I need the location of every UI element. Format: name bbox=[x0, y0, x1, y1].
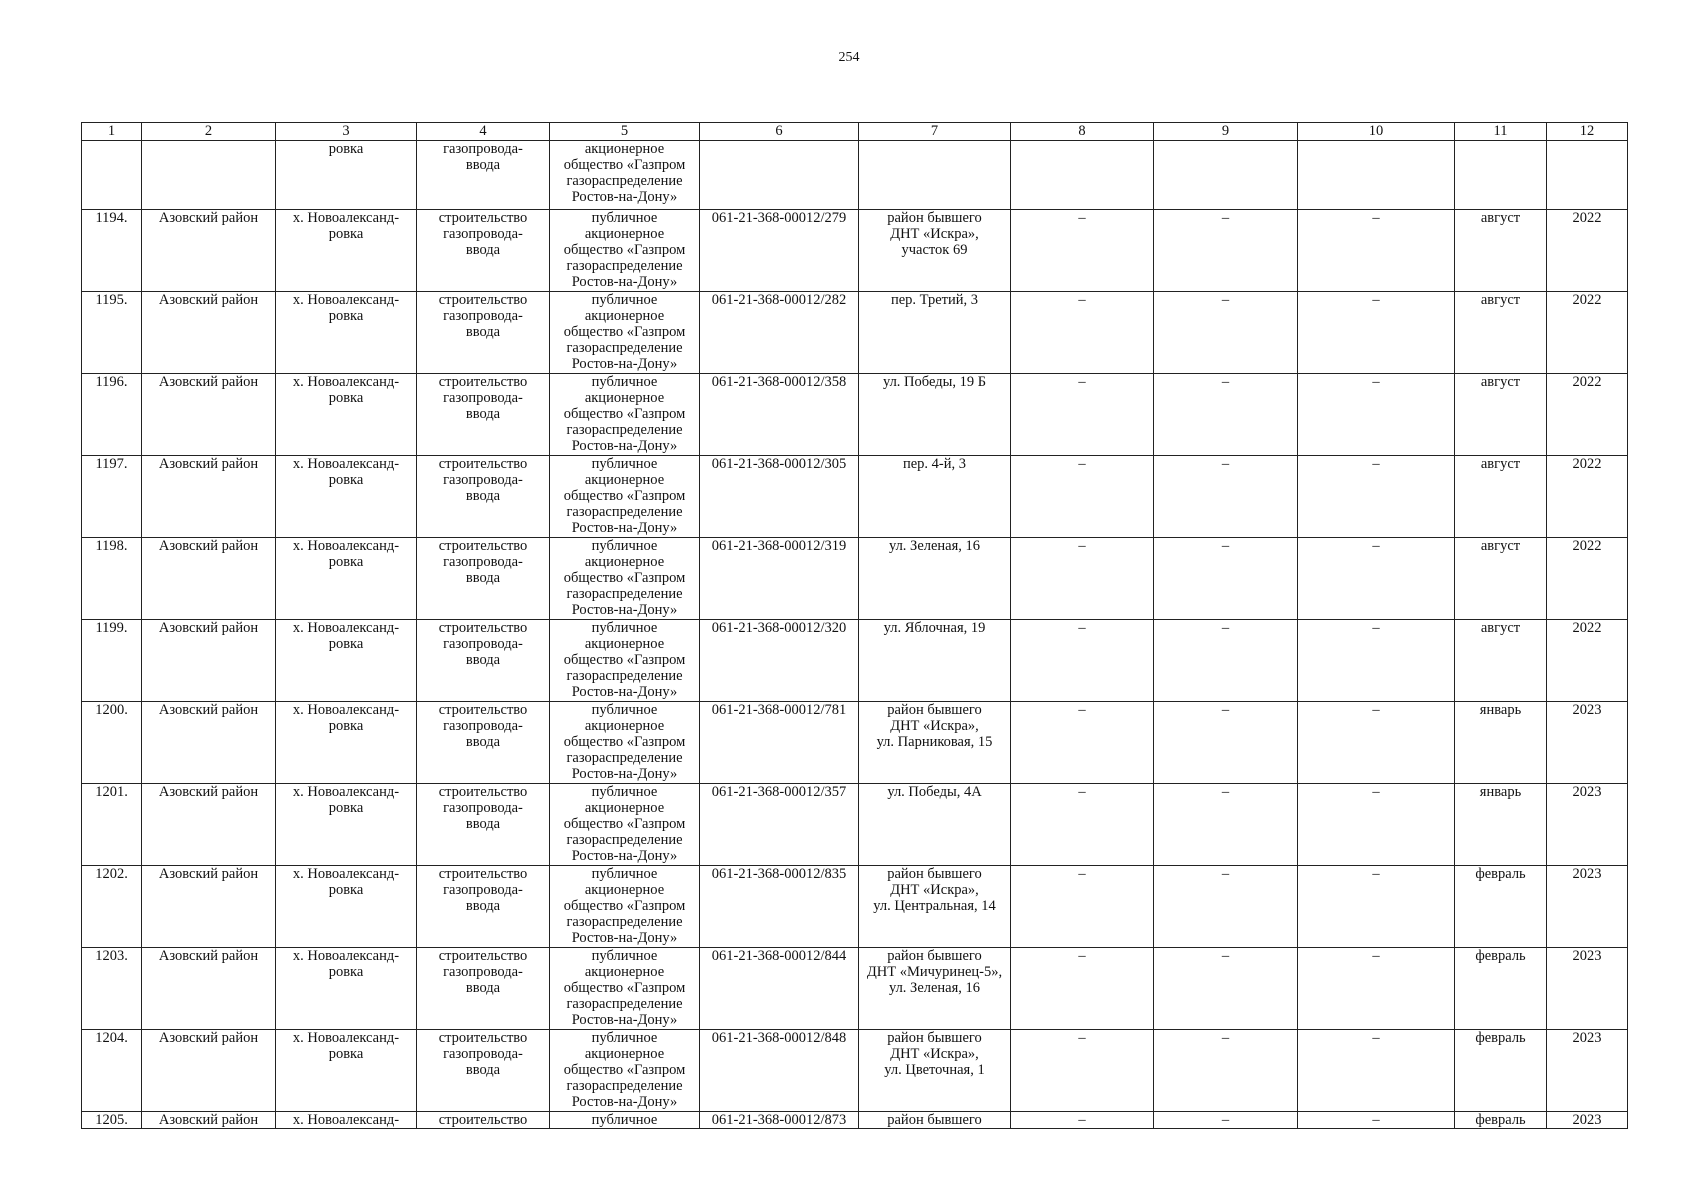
cell-settlement: х. Новоалександ- ровка bbox=[276, 620, 417, 702]
table-row bbox=[82, 948, 1628, 1030]
cell-district: Азовский район bbox=[142, 1112, 276, 1129]
cell-settlement: х. Новоалександ- ровка bbox=[276, 292, 417, 374]
column-header-6: 6 bbox=[700, 123, 859, 141]
cell-settlement: х. Новоалександ- ровка bbox=[276, 538, 417, 620]
cell-address: ул. Яблочная, 19 bbox=[859, 620, 1011, 702]
table-row bbox=[82, 620, 1628, 702]
cell-organization: публичное bbox=[550, 1112, 700, 1129]
cell-district: Азовский район bbox=[142, 1030, 276, 1112]
cell-district: Азовский район bbox=[142, 538, 276, 620]
cell-col9: – bbox=[1154, 538, 1298, 620]
cell-work: строительство газопровода- ввода bbox=[417, 866, 550, 948]
cell-month: август bbox=[1455, 620, 1547, 702]
table-row bbox=[82, 456, 1628, 538]
cell-num: 1201. bbox=[82, 784, 142, 866]
cell-num: 1203. bbox=[82, 948, 142, 1030]
cell-col10: – bbox=[1298, 948, 1455, 1030]
cell-work: строительство bbox=[417, 1112, 550, 1129]
cell-settlement: х. Новоалександ- ровка bbox=[276, 866, 417, 948]
cell-col9: – bbox=[1154, 456, 1298, 538]
cell-organization: публичное акционерное общество «Газпром газораспределение Ростов-на-Дону» bbox=[550, 1030, 700, 1112]
column-header-4: 4 bbox=[417, 123, 550, 141]
column-header-8: 8 bbox=[1011, 123, 1154, 141]
cell-num: 1195. bbox=[82, 292, 142, 374]
table-row bbox=[82, 210, 1628, 292]
cell-reg: 061-21-368-00012/844 bbox=[700, 948, 859, 1030]
cell-district: Азовский район bbox=[142, 866, 276, 948]
cell-address: район бывшего ДНТ «Искра», ул. Парниковая, 15 bbox=[859, 702, 1011, 784]
page-number: 254 bbox=[838, 50, 860, 65]
cell-month: август bbox=[1455, 456, 1547, 538]
cell-col8: – bbox=[1011, 784, 1154, 866]
cell-year: 2023 bbox=[1547, 866, 1628, 948]
cell-reg: 061-21-368-00012/835 bbox=[700, 866, 859, 948]
cell-year: 2023 bbox=[1547, 1112, 1628, 1129]
cell-year: 2022 bbox=[1547, 374, 1628, 456]
cell-month: февраль bbox=[1455, 866, 1547, 948]
cell-col8: – bbox=[1011, 1030, 1154, 1112]
cell-col8: – bbox=[1011, 538, 1154, 620]
cell-col10: – bbox=[1298, 1030, 1455, 1112]
cell-month: август bbox=[1455, 210, 1547, 292]
cell-work: строительство газопровода- ввода bbox=[417, 210, 550, 292]
cell-settlement: ровка bbox=[276, 141, 417, 210]
cell-address: район бывшего ДНТ «Искра», ул. Центральная, 14 bbox=[859, 866, 1011, 948]
cell-year: 2023 bbox=[1547, 1030, 1628, 1112]
cell-year: 2022 bbox=[1547, 292, 1628, 374]
cell-settlement: х. Новоалександ- ровка bbox=[276, 702, 417, 784]
cell-col9: – bbox=[1154, 948, 1298, 1030]
cell-district: Азовский район bbox=[142, 702, 276, 784]
cell-col9: – bbox=[1154, 784, 1298, 866]
cell-work: строительство газопровода- ввода bbox=[417, 456, 550, 538]
cell-num: 1200. bbox=[82, 702, 142, 784]
cell-district: Азовский район bbox=[142, 292, 276, 374]
cell-work: строительство газопровода- ввода bbox=[417, 702, 550, 784]
cell-col8: – bbox=[1011, 292, 1154, 374]
cell-month: январь bbox=[1455, 784, 1547, 866]
cell-col8: – bbox=[1011, 866, 1154, 948]
cell-address: пер. 4-й, 3 bbox=[859, 456, 1011, 538]
cell-address: район бывшего ДНТ «Искра», участок 69 bbox=[859, 210, 1011, 292]
cell-settlement: х. Новоалександ- ровка bbox=[276, 210, 417, 292]
column-header-7: 7 bbox=[859, 123, 1011, 141]
cell-col8: – bbox=[1011, 620, 1154, 702]
cell-work: строительство газопровода- ввода bbox=[417, 784, 550, 866]
cell-col9: – bbox=[1154, 620, 1298, 702]
cell-address: ул. Зеленая, 16 bbox=[859, 538, 1011, 620]
column-header-1: 1 bbox=[82, 123, 142, 141]
cell-year: 2022 bbox=[1547, 620, 1628, 702]
cell-year: 2023 bbox=[1547, 702, 1628, 784]
cell-year bbox=[1547, 141, 1628, 210]
cell-work: строительство газопровода- ввода bbox=[417, 620, 550, 702]
cell-reg: 061-21-368-00012/873 bbox=[700, 1112, 859, 1129]
cell-organization: публичное акционерное общество «Газпром газораспределение Ростов-на-Дону» bbox=[550, 374, 700, 456]
cell-address: район бывшего ДНТ «Мичуринец-5», ул. Зеленая, 16 bbox=[859, 948, 1011, 1030]
cell-district: Азовский район bbox=[142, 210, 276, 292]
cell-reg bbox=[700, 141, 859, 210]
cell-col9: – bbox=[1154, 374, 1298, 456]
cell-col10: – bbox=[1298, 784, 1455, 866]
cell-address bbox=[859, 141, 1011, 210]
cell-month bbox=[1455, 141, 1547, 210]
table-row bbox=[82, 1112, 1628, 1129]
cell-col10: – bbox=[1298, 292, 1455, 374]
cell-col10: – bbox=[1298, 1112, 1455, 1129]
cell-reg: 061-21-368-00012/305 bbox=[700, 456, 859, 538]
cell-district: Азовский район bbox=[142, 620, 276, 702]
cell-num: 1198. bbox=[82, 538, 142, 620]
cell-settlement: х. Новоалександ- ровка bbox=[276, 374, 417, 456]
cell-year: 2022 bbox=[1547, 456, 1628, 538]
cell-month: февраль bbox=[1455, 948, 1547, 1030]
cell-month: февраль bbox=[1455, 1112, 1547, 1129]
cell-settlement: х. Новоалександ- ровка bbox=[276, 948, 417, 1030]
cell-settlement: х. Новоалександ- bbox=[276, 1112, 417, 1129]
column-header-11: 11 bbox=[1455, 123, 1547, 141]
cell-col10: – bbox=[1298, 866, 1455, 948]
table-header bbox=[82, 123, 1628, 141]
cell-work: строительство газопровода- ввода bbox=[417, 948, 550, 1030]
cell-work: строительство газопровода- ввода bbox=[417, 292, 550, 374]
cell-work: газопровода- ввода bbox=[417, 141, 550, 210]
cell-col10: – bbox=[1298, 620, 1455, 702]
cell-year: 2023 bbox=[1547, 948, 1628, 1030]
cell-month: август bbox=[1455, 374, 1547, 456]
cell-reg: 061-21-368-00012/358 bbox=[700, 374, 859, 456]
cell-work: строительство газопровода- ввода bbox=[417, 1030, 550, 1112]
column-header-2: 2 bbox=[142, 123, 276, 141]
table-row bbox=[82, 1030, 1628, 1112]
cell-col9: – bbox=[1154, 702, 1298, 784]
column-header-5: 5 bbox=[550, 123, 700, 141]
cell-organization: публичное акционерное общество «Газпром газораспределение Ростов-на-Дону» bbox=[550, 292, 700, 374]
cell-col9: – bbox=[1154, 210, 1298, 292]
cell-num: 1199. bbox=[82, 620, 142, 702]
column-header-3: 3 bbox=[276, 123, 417, 141]
cell-month: август bbox=[1455, 538, 1547, 620]
column-header-9: 9 bbox=[1154, 123, 1298, 141]
cell-col8: – bbox=[1011, 210, 1154, 292]
cell-num: 1205. bbox=[82, 1112, 142, 1129]
cell-organization: публичное акционерное общество «Газпром газораспределение Ростов-на-Дону» bbox=[550, 620, 700, 702]
cell-num: 1197. bbox=[82, 456, 142, 538]
cell-address: район бывшего ДНТ «Искра», ул. Цветочная, 1 bbox=[859, 1030, 1011, 1112]
cell-reg: 061-21-368-00012/781 bbox=[700, 702, 859, 784]
cell-settlement: х. Новоалександ- ровка bbox=[276, 784, 417, 866]
cell-col9: – bbox=[1154, 1112, 1298, 1129]
cell-reg: 061-21-368-00012/319 bbox=[700, 538, 859, 620]
cell-organization: публичное акционерное общество «Газпром газораспределение Ростов-на-Дону» bbox=[550, 538, 700, 620]
cell-organization: публичное акционерное общество «Газпром газораспределение Ростов-на-Дону» bbox=[550, 702, 700, 784]
cell-col9: – bbox=[1154, 866, 1298, 948]
table-row bbox=[82, 374, 1628, 456]
cell-col8: – bbox=[1011, 948, 1154, 1030]
cell-address: ул. Победы, 4А bbox=[859, 784, 1011, 866]
cell-col8: – bbox=[1011, 702, 1154, 784]
cell-col10: – bbox=[1298, 538, 1455, 620]
cell-num: 1196. bbox=[82, 374, 142, 456]
table-row bbox=[82, 292, 1628, 374]
cell-col8: – bbox=[1011, 1112, 1154, 1129]
registry-table bbox=[81, 122, 1628, 1129]
cell-month: август bbox=[1455, 292, 1547, 374]
cell-district: Азовский район bbox=[142, 948, 276, 1030]
cell-organization: публичное акционерное общество «Газпром газораспределение Ростов-на-Дону» bbox=[550, 948, 700, 1030]
cell-col8 bbox=[1011, 141, 1154, 210]
continuation-row bbox=[82, 141, 1628, 210]
cell-year: 2023 bbox=[1547, 784, 1628, 866]
cell-col9 bbox=[1154, 141, 1298, 210]
column-header-12: 12 bbox=[1547, 123, 1628, 141]
table-row bbox=[82, 866, 1628, 948]
cell-district: Азовский район bbox=[142, 784, 276, 866]
table-row bbox=[82, 702, 1628, 784]
cell-address: пер. Третий, 3 bbox=[859, 292, 1011, 374]
cell-settlement: х. Новоалександ- ровка bbox=[276, 1030, 417, 1112]
table-body bbox=[82, 141, 1628, 1129]
cell-organization: публичное акционерное общество «Газпром газораспределение Ростов-на-Дону» bbox=[550, 866, 700, 948]
table-row bbox=[82, 538, 1628, 620]
cell-col9: – bbox=[1154, 292, 1298, 374]
cell-num bbox=[82, 141, 142, 210]
cell-year: 2022 bbox=[1547, 538, 1628, 620]
cell-organization: публичное акционерное общество «Газпром газораспределение Ростов-на-Дону» bbox=[550, 456, 700, 538]
header-row bbox=[82, 123, 1628, 141]
cell-col10: – bbox=[1298, 210, 1455, 292]
cell-work: строительство газопровода- ввода bbox=[417, 374, 550, 456]
cell-reg: 061-21-368-00012/320 bbox=[700, 620, 859, 702]
cell-year: 2022 bbox=[1547, 210, 1628, 292]
cell-month: февраль bbox=[1455, 1030, 1547, 1112]
cell-district: Азовский район bbox=[142, 374, 276, 456]
cell-col9: – bbox=[1154, 1030, 1298, 1112]
cell-address: район бывшего bbox=[859, 1112, 1011, 1129]
cell-month: январь bbox=[1455, 702, 1547, 784]
cell-district bbox=[142, 141, 276, 210]
cell-organization: публичное акционерное общество «Газпром газораспределение Ростов-на-Дону» bbox=[550, 784, 700, 866]
cell-organization: публичное акционерное общество «Газпром газораспределение Ростов-на-Дону» bbox=[550, 210, 700, 292]
cell-col10: – bbox=[1298, 456, 1455, 538]
cell-col10: – bbox=[1298, 702, 1455, 784]
cell-reg: 061-21-368-00012/282 bbox=[700, 292, 859, 374]
cell-num: 1204. bbox=[82, 1030, 142, 1112]
cell-organization: акционерное общество «Газпром газораспределение Ростов-на-Дону» bbox=[550, 141, 700, 210]
cell-num: 1194. bbox=[82, 210, 142, 292]
cell-settlement: х. Новоалександ- ровка bbox=[276, 456, 417, 538]
cell-work: строительство газопровода- ввода bbox=[417, 538, 550, 620]
cell-district: Азовский район bbox=[142, 456, 276, 538]
column-header-10: 10 bbox=[1298, 123, 1455, 141]
cell-address: ул. Победы, 19 Б bbox=[859, 374, 1011, 456]
cell-col10 bbox=[1298, 141, 1455, 210]
cell-reg: 061-21-368-00012/357 bbox=[700, 784, 859, 866]
cell-col8: – bbox=[1011, 374, 1154, 456]
table-row bbox=[82, 784, 1628, 866]
cell-col10: – bbox=[1298, 374, 1455, 456]
cell-reg: 061-21-368-00012/279 bbox=[700, 210, 859, 292]
cell-col8: – bbox=[1011, 456, 1154, 538]
cell-reg: 061-21-368-00012/848 bbox=[700, 1030, 859, 1112]
cell-num: 1202. bbox=[82, 866, 142, 948]
